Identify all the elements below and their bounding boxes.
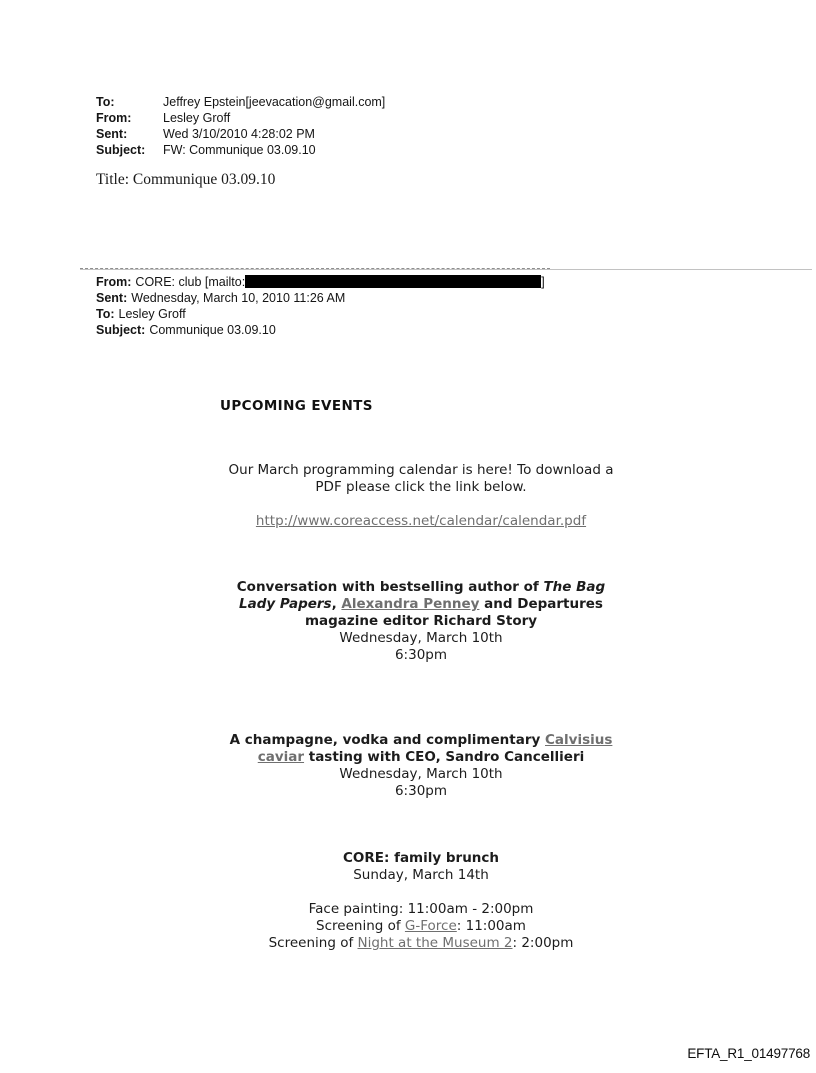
text-segment: : 2:00pm [512,935,574,951]
text-segment: Screening of [316,918,405,934]
header-row-to [96,94,385,110]
header-field-value: Wednesday, March 10, 2010 11:26 AM [131,291,346,305]
inline-link[interactable]: Night at the Museum 2 [357,935,513,951]
text-line [96,630,746,647]
header-field-value: Jeffrey Epstein[jeevacation@gmail.com] [163,95,386,109]
event-family-brunch [96,850,746,884]
text-line [96,732,746,749]
text-line [96,613,746,630]
text-segment: CORE: family brunch [342,850,500,866]
intro-paragraph [96,462,746,496]
forwarded-row-to [96,306,545,322]
document-title-line: Title: Communique 03.09.10 [96,171,276,188]
text-segment: magazine editor Richard Story [304,613,538,629]
text-segment: The Bag [543,579,606,595]
text-segment: 6:30pm [394,783,448,799]
text-segment: Wednesday, March 10th [339,766,503,782]
forwarded-row-subject [96,322,545,338]
text-segment: Wednesday, March 10th [339,630,503,646]
text-segment: Our March programming calendar is here! To download a [228,462,614,478]
text-segment: A champagne, vodka and complimentary [229,732,545,748]
forwarded-header [96,274,545,338]
header-field-value: ] [541,275,545,289]
forwarded-row-from [96,274,545,290]
separator-dashes [80,268,550,269]
text-line [96,513,746,530]
header-field-value: CORE: club [mailto: [135,275,246,289]
text-line [96,766,746,783]
text-segment: , [331,596,342,612]
inline-link[interactable]: Calvisius [545,732,613,748]
forwarded-row-sent [96,290,545,306]
text-line [96,647,746,664]
text-line [96,850,746,867]
text-line [96,867,746,884]
bates-number: EFTA_R1_01497768 [687,1046,810,1061]
header-field-label: Sent: [96,127,128,141]
header-field-value: Lesley Groff [163,111,231,125]
text-line [96,462,746,479]
text-segment: PDF please click the link below. [315,479,527,495]
inline-link[interactable]: Alexandra Penney [341,596,480,612]
text-segment: tasting with CEO, Sandro Cancellieri [304,749,585,765]
header-row-sent [96,126,385,142]
upcoming-events-heading: UPCOMING EVENTS [220,398,373,414]
outlook-header [96,94,385,158]
inline-link[interactable]: G-Force [404,918,457,934]
text-line [96,479,746,496]
text-line [96,783,746,800]
text-line [96,579,746,596]
text-segment: and Departures [479,596,603,612]
text-segment: Conversation with bestselling author of [236,579,544,595]
header-row-subject [96,142,385,158]
header-field-value: Lesley Groff [118,307,186,321]
text-segment: : 11:00am [456,918,526,934]
inline-link[interactable]: http://www.coreaccess.net/calendar/calendar.pdf [255,513,587,529]
text-line [96,901,746,918]
inline-link[interactable]: caviar [257,749,305,765]
text-line [96,749,746,766]
calendar-link-paragraph [96,513,746,530]
header-field-label: From: [96,275,132,289]
separator-line [80,269,812,271]
header-field-label: To: [96,95,115,109]
header-field-value: Communique 03.09.10 [149,323,276,337]
text-segment: Screening of [268,935,358,951]
header-field-label: From: [96,111,132,125]
text-line [96,596,746,613]
header-field-label: To: [96,307,115,321]
text-segment: Face painting: 11:00am - 2:00pm [308,901,534,917]
text-line [96,918,746,935]
text-segment: Lady Papers [239,596,332,612]
header-field-value: FW: Communique 03.09.10 [163,143,316,157]
text-segment: 6:30pm [394,647,448,663]
header-field-value: Wed 3/10/2010 4:28:02 PM [163,127,315,141]
separator-rule [80,269,812,270]
event-family-brunch-schedule [96,901,746,952]
event-conversation-penney [96,579,746,664]
text-segment: Sunday, March 14th [353,867,489,883]
redaction-bar [245,275,541,288]
header-field-label: Sent: [96,291,128,305]
event-caviar-tasting [96,732,746,800]
header-row-from [96,110,385,126]
header-field-label: Subject: [96,143,146,157]
header-field-label: Subject: [96,323,146,337]
text-line [96,935,746,952]
